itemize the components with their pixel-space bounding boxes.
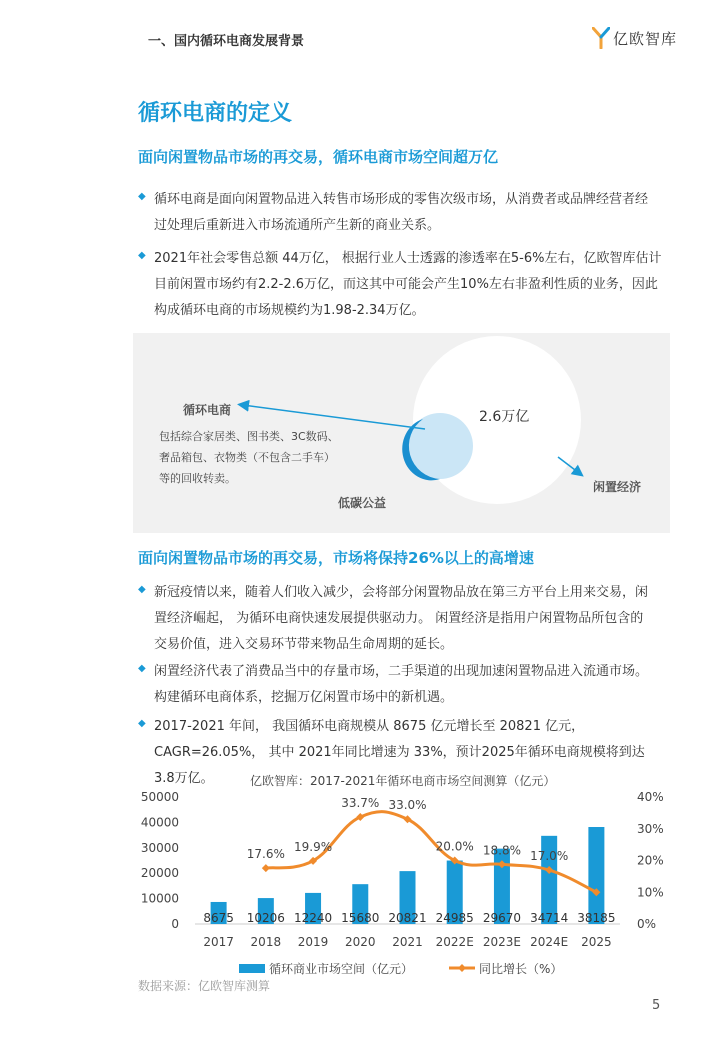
y-right-tick-label: 30% bbox=[637, 821, 664, 836]
bar-value-label: 15680 bbox=[341, 911, 380, 925]
bullet-line: 循环电商是面向闲置物品进入转售市场形成的零售次级市场，从消费者或品牌经营者经 bbox=[154, 192, 649, 207]
bullet-line: 构建循环电商体系，挖掘万亿闲置市场中的新机遇。 bbox=[154, 690, 454, 705]
desc-line: 等的回收转卖。 bbox=[159, 472, 236, 485]
x-tick-label: 2022E bbox=[435, 935, 474, 949]
x-tick-label: 2024E bbox=[530, 935, 569, 949]
chart-svg bbox=[133, 768, 670, 990]
diamond-bullet-icon: ◆ bbox=[138, 250, 146, 261]
market-chart bbox=[133, 768, 670, 990]
bar-value-label: 8675 bbox=[203, 911, 234, 925]
bullet-line: 过处理后重新进入市场流通所产生新的商业关系。 bbox=[154, 218, 441, 233]
desc-line: 奢品箱包、衣物类（不包含二手车） bbox=[159, 451, 335, 464]
growth-value-label: 20.0% bbox=[435, 839, 474, 854]
low-carbon-label: 低碳公益 bbox=[338, 496, 387, 510]
y-left-tick-label: 50000 bbox=[140, 790, 179, 804]
growth-value-label: 33.7% bbox=[341, 796, 380, 811]
x-tick-label: 2023E bbox=[482, 935, 522, 949]
y-right-tick-label: 20% bbox=[637, 853, 664, 868]
x-tick-label: 2020 bbox=[345, 935, 376, 949]
growth-value-label: 17.6% bbox=[246, 847, 285, 862]
bar-value-label: 20821 bbox=[388, 911, 427, 925]
arrow-left bbox=[243, 405, 425, 429]
logo bbox=[592, 26, 677, 50]
diamond-bullet-icon: ◆ bbox=[138, 718, 146, 729]
bullet-line: 置经济崛起， 为循环电商快速发展提供驱动力。 闲置经济是指用户闲置物品所包含的 bbox=[154, 611, 644, 626]
bar-value-label: 29670 bbox=[482, 911, 522, 925]
page-title: 循环电商的定义 bbox=[138, 101, 293, 126]
y-left-tick-label: 20000 bbox=[140, 866, 179, 881]
x-tick-label: 2025 bbox=[581, 935, 612, 949]
x-tick-label: 2017 bbox=[203, 935, 234, 949]
legend-line-marker bbox=[458, 964, 466, 972]
bullet-covid bbox=[138, 580, 668, 658]
bullet-market-size bbox=[138, 246, 668, 324]
logo-text: 亿欧智库 bbox=[613, 29, 678, 48]
desc-line: 包括综合家居类、图书类、3C数码、 bbox=[159, 430, 339, 443]
logo-icon bbox=[592, 27, 610, 49]
y-left-tick-label: 10000 bbox=[140, 891, 179, 906]
subtitle-growth: 面向闲置物品市场的再交易，市场将保持26%以上的高增速 bbox=[138, 549, 534, 567]
bar-value-label: 38185 bbox=[577, 911, 616, 925]
bar-value-label: 24985 bbox=[435, 911, 474, 925]
subtitle-market-space: 面向闲置物品市场的再交易，循环电商市场空间超万亿 bbox=[138, 148, 499, 166]
bullet-line: 新冠疫情以来，随着人们收入减少，会将部分闲置物品放在第三方平台上用来交易，闲 bbox=[154, 585, 649, 600]
growth-value-label: 33.0% bbox=[388, 798, 427, 813]
y-right-tick-label: 0% bbox=[637, 917, 657, 931]
section-header: 一、国内循环电商发展背景 bbox=[148, 34, 305, 49]
bullet-line: 目前闲置市场约有2.2-2.6万亿，而这其中可能会产生10%左右非盈利性质的业务，因此 bbox=[154, 277, 658, 292]
data-source: 数据来源：亿欧智库测算 bbox=[138, 979, 271, 993]
bullet-line: 2017-2021 年间， 我国循环电商规模从 8675 亿元增长至 20821 亿元， bbox=[154, 719, 585, 734]
legend-bar-swatch bbox=[239, 964, 265, 973]
bullet-line: 构成循环电商的市场规模约为1.98-2.34万亿。 bbox=[154, 303, 425, 318]
recycle-ecommerce-label: 循环电商 bbox=[183, 403, 232, 417]
diamond-bullet-icon: ◆ bbox=[138, 663, 146, 674]
bar-value-label: 34714 bbox=[530, 911, 569, 925]
bullet-line: CAGR=26.05%， 其中 2021年同比增速为 33%，预计2025年循环电商规模将到达 bbox=[154, 745, 645, 760]
bullet-definition bbox=[138, 187, 668, 239]
legend-line-label: 同比增长（%） bbox=[479, 962, 563, 976]
legend-bar-label: 循环商业市场空间（亿元） bbox=[269, 962, 414, 976]
diamond-bullet-icon: ◆ bbox=[138, 191, 146, 202]
diamond-bullet-icon: ◆ bbox=[138, 584, 146, 595]
chart-title: 亿欧智库：2017-2021年循环电商市场空间测算（亿元） bbox=[250, 774, 556, 788]
y-right-tick-label: 10% bbox=[637, 885, 664, 900]
market-size-value: 2.6万亿 bbox=[479, 409, 530, 425]
bullet-line: 3.8万亿。 bbox=[154, 771, 214, 786]
x-tick-label: 2019 bbox=[297, 935, 329, 949]
growth-point bbox=[262, 864, 270, 872]
market-diagram bbox=[133, 333, 670, 533]
bullet-line: 闲置经济代表了消费品当中的存量市场，二手渠道的出现加速闲置物品进入流通市场。 bbox=[154, 664, 649, 679]
growth-value-label: 17.0% bbox=[530, 849, 569, 864]
y-left-tick-label: 40000 bbox=[140, 815, 179, 830]
idle-economy-label: 闲置经济 bbox=[593, 480, 642, 494]
page-number: 5 bbox=[652, 998, 661, 1013]
y-left-tick-label: 0 bbox=[171, 917, 179, 931]
bar-value-label: 12240 bbox=[293, 911, 333, 925]
bar-value-label: 10206 bbox=[246, 911, 285, 925]
bullet-line: 2021年社会零售总额 44万亿， 根据行业人士透露的渗透率在5-6%左右，亿欧智库估计 bbox=[154, 251, 662, 266]
bullet-stock-market bbox=[138, 659, 668, 711]
x-tick-label: 2021 bbox=[392, 935, 423, 949]
bullet-line: 交易价值，进入交易环节带来物品生命周期的延长。 bbox=[154, 637, 454, 652]
bar bbox=[588, 827, 604, 924]
growth-value-label: 18.8% bbox=[482, 843, 522, 858]
y-left-tick-label: 30000 bbox=[140, 840, 179, 855]
y-right-tick-label: 40% bbox=[637, 790, 664, 804]
growth-value-label: 19.9% bbox=[293, 839, 333, 854]
x-tick-label: 2018 bbox=[250, 935, 282, 949]
